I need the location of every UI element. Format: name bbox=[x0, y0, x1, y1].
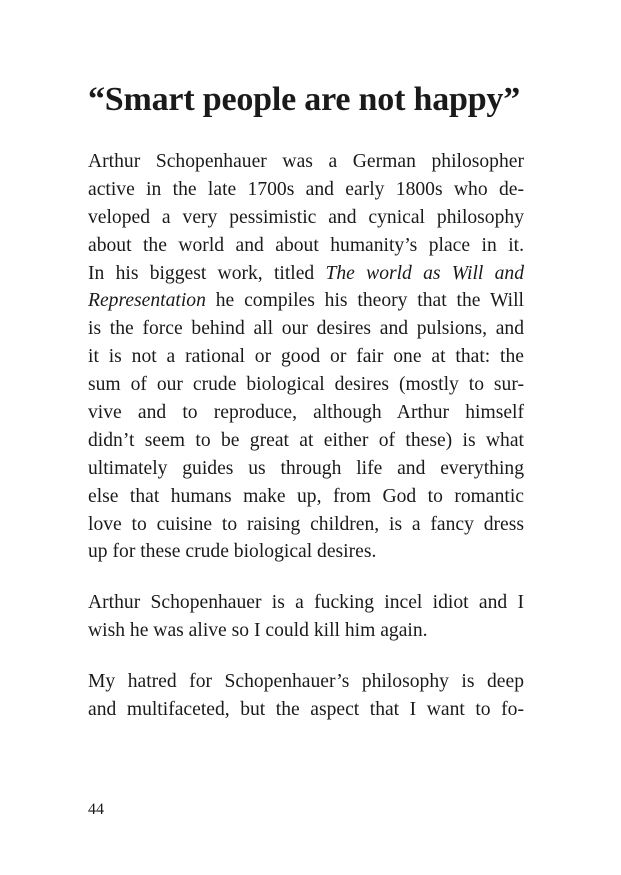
text-line: it is not a rational or good or fair one at that: the bbox=[88, 346, 524, 368]
text-line bbox=[88, 287, 524, 315]
text-line: vive and to reproduce, although Arthur himself bbox=[88, 402, 524, 424]
text-segment: he compiles his theory that the Will bbox=[205, 290, 524, 312]
book-title-italic: Representation bbox=[88, 290, 206, 312]
text-segment: In his biggest work, titled bbox=[88, 262, 326, 284]
text-line: active in the late 1700s and early 1800s who de- bbox=[88, 178, 524, 200]
chapter-title: “Smart people are not happy” bbox=[88, 81, 521, 118]
text-line: sum of our crude biological desires (mostly to sur- bbox=[88, 374, 524, 396]
text-line: love to cuisine to raising children, is a fancy dress bbox=[88, 513, 524, 535]
text-line: is the force behind all our desires and pulsions, and bbox=[88, 318, 524, 340]
text-line: Arthur Schopenhauer was a German philosopher bbox=[88, 151, 524, 172]
text-line: Arthur Schopenhauer is a fucking incel idiot and I bbox=[88, 592, 524, 614]
book-title-italic: The world as Will and bbox=[325, 262, 524, 284]
paragraph-1 bbox=[88, 148, 524, 566]
text-line: up for these crude biological desires. bbox=[88, 541, 377, 563]
text-line: wish he was alive so I could kill him again. bbox=[88, 620, 428, 642]
paragraph-gap bbox=[88, 566, 524, 589]
text-line: else that humans make up, from God to romantic bbox=[88, 485, 524, 507]
paragraph-2 bbox=[88, 589, 524, 645]
text-line: didn’t seem to be great at either of these) is what bbox=[88, 429, 524, 451]
text-line: My hatred for Schopenhauer’s philosophy is deep bbox=[88, 671, 524, 693]
body-text bbox=[88, 148, 524, 724]
text-line: ultimately guides us through life and everything bbox=[88, 457, 524, 479]
page-number: 44 bbox=[88, 801, 104, 818]
text-line: and multifaceted, but the aspect that I want to fo- bbox=[88, 699, 524, 721]
paragraph-3 bbox=[88, 668, 524, 724]
text-line: about the world and about humanity’s place in it. bbox=[88, 234, 524, 256]
text-line: veloped a very pessimistic and cynical philosophy bbox=[88, 206, 524, 228]
text-line bbox=[88, 260, 524, 288]
paragraph-gap bbox=[88, 645, 524, 668]
